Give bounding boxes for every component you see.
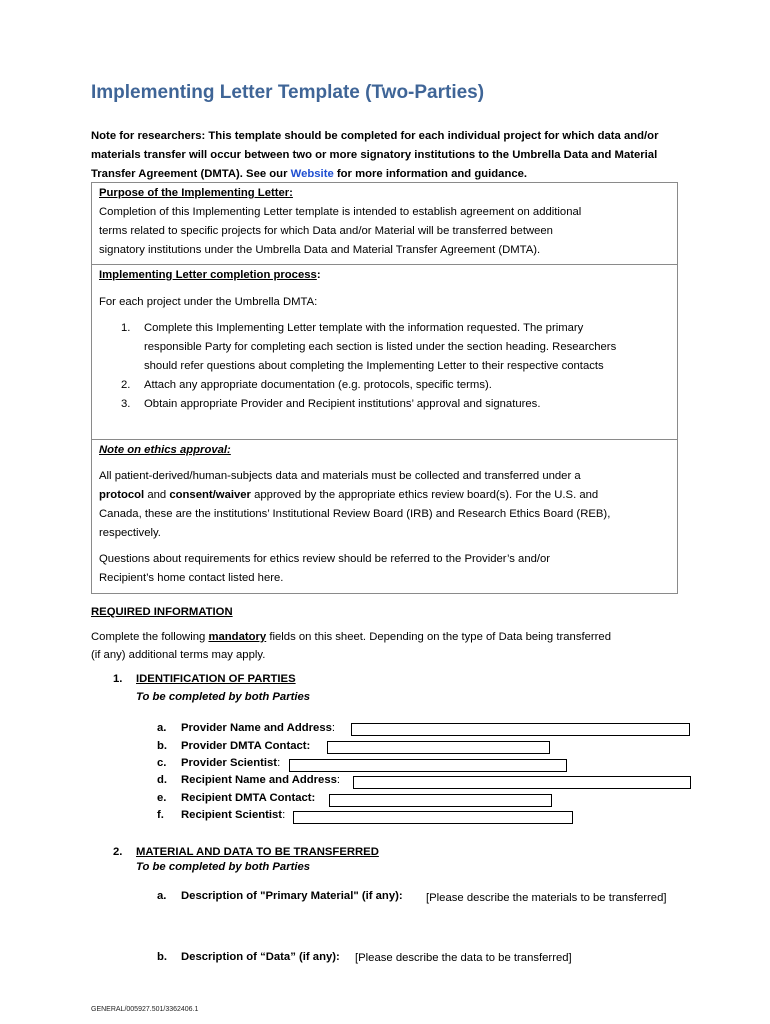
instructions-box xyxy=(91,182,678,594)
process-heading: Implementing Letter completion process: xyxy=(99,269,321,281)
section-2-heading: MATERIAL AND DATA TO BE TRANSFERRED xyxy=(136,846,379,858)
document-title: Implementing Letter Template (Two-Parties) xyxy=(91,82,485,103)
website-link[interactable]: Website xyxy=(290,168,334,180)
recipient-name-field[interactable] xyxy=(353,776,691,789)
section-divider xyxy=(92,264,677,265)
purpose-heading: Purpose of the Implementing Letter: xyxy=(99,187,293,199)
ethics-heading: Note on ethics approval: xyxy=(99,444,231,456)
ethics-line-3: Canada, these are the institutions’ Institutional Review Board (IRB) and Research Ethics Board (REB), xyxy=(99,508,611,520)
ethics-line-2: protocol and consent/waiver approved by the appropriate ethics review board(s). For the U.S. and xyxy=(99,489,599,501)
list-item: 1. Complete this Implementing Letter template with the information requested. The primary responsible Party for completing each section is listed under the section heading. Researchers should refer questions about completing the Implementing Letter to their respective contacts xyxy=(121,322,617,372)
purpose-line-1: Completion of this Implementing Letter template is intended to establish agreement on additional xyxy=(99,206,582,218)
section-divider xyxy=(92,439,677,440)
note-text-start: Note for researchers: This template should be completed for each individual project for which data and/or materials transfer will occur between two or more signatory institutions to the Umbrella Data and Material Transfer Agreement (DMTA). See our xyxy=(91,130,659,180)
purpose-line-3: signatory institutions under the Umbrella Data and Material Transfer Agreement (DMTA). xyxy=(99,244,541,256)
section-1-heading: IDENTIFICATION OF PARTIES xyxy=(136,673,296,685)
process-steps xyxy=(112,319,677,414)
provider-name-field[interactable] xyxy=(351,723,690,736)
required-heading: REQUIRED INFORMATION xyxy=(91,606,233,618)
ethics-questions-line-1: Questions about requirements for ethics review should be referred to the Provider’s and/or xyxy=(99,553,551,565)
required-intro-line-1: Complete the following mandatory fields on this sheet. Depending on the type of Data being transferred xyxy=(91,631,611,643)
process-intro: For each project under the Umbrella DMTA: xyxy=(99,296,318,308)
purpose-line-2: terms related to specific projects for which Data and/or Material will be transferred between xyxy=(99,225,553,237)
section-1-number: 1. xyxy=(113,673,123,685)
ethics-questions-line-2: Recipient’s home contact listed here. xyxy=(99,572,284,584)
primary-material-field[interactable]: [Please describe the materials to be transferred] xyxy=(426,892,667,904)
document-page: Implementing Letter Template (Two-Parties) Note for researchers: This template should be completed for each individual project for which data and/or materials transfer will occur between two or more signatory institutions to the Umbrella Data and Material Transfer Agreement (DMTA). See our Website for more information and guidance. Purpose of the Implementing Letter: Completion of this Implementing Letter template is intended to establish agreement on additional terms related to specific projects for which Data and/or Material will be transferred between signatory institutions under the Umbrella Data and Material Transfer Agreement (DMTA). Implementing Letter completion process: For each project under the Umbrella DMTA: 1. Complete this Implementing Letter template with the information requested. The primary responsible Party for completing each section is listed under the section heading. Researchers should refer questions about completing the Implementing Letter to their respective contacts 2. Attach any appropriate documentation (e.g. protocols, specific terms). 3. Obtain appropriate Provider and Recipient institutions’ approval and signatures. Note on ethics approval: All patient-derived/human-subjects data and materials must be collected and transferred under a protocol and consent/waiver approved by the appropriate ethics review board(s). For the U.S. and Canada, these are the institutions’ Institutional Review Board (IRB) and Research Ethics Board (REB), respectively. Questions about requirements for ethics review should be referred to the Provider’s and/or Recipient’s home contact listed here. REQUIRED INFORMATION Complete the following mandatory fields on this sheet. Depending on the type of Data being transferred (if any) additional terms may apply. 1. IDENTIFICATION OF PARTIES To be completed by both Parties a. Provider Name and Address: b. Provider DMTA Contact: c. Provider Scientist: d. Recipient Name and Address: e. Recipient DMTA Contact: f. Recipient Scientist: 2. MATERIAL AND DATA TO BE TRANSFERRED To be completed by both Parties a. Description of "Primary Material" (if any): [Please describe the materials to be transferred] b. Description of “Data” (if any): [Please describe the data to be transferred] GENERAL/005927.501/3362406.1 xyxy=(0,0,770,1024)
ethics-line-4: respectively. xyxy=(99,527,161,539)
list-item: 3. Obtain appropriate Provider and Recipient institutions’ approval and signatures. xyxy=(121,398,541,410)
provider-contact-field[interactable] xyxy=(327,741,550,754)
recipient-scientist-field[interactable] xyxy=(293,811,573,824)
required-intro-line-2: (if any) additional terms may apply. xyxy=(91,649,266,661)
data-description-field[interactable]: [Please describe the data to be transferred] xyxy=(355,952,572,964)
document-footer-code: GENERAL/005927.501/3362406.1 xyxy=(91,1006,199,1013)
recipient-contact-field[interactable] xyxy=(329,794,552,807)
list-item: 2. Attach any appropriate documentation (e.g. protocols, specific terms). xyxy=(121,379,492,391)
section-1-subheading: To be completed by both Parties xyxy=(136,691,311,703)
provider-scientist-field[interactable] xyxy=(289,759,567,772)
researcher-note xyxy=(91,127,691,184)
ethics-line-1: All patient-derived/human-subjects data and materials must be collected and transferred under a xyxy=(99,470,581,482)
section-2-number: 2. xyxy=(113,846,123,858)
note-text-end: for more information and guidance. xyxy=(333,168,528,180)
section-2-subheading: To be completed by both Parties xyxy=(136,861,311,873)
